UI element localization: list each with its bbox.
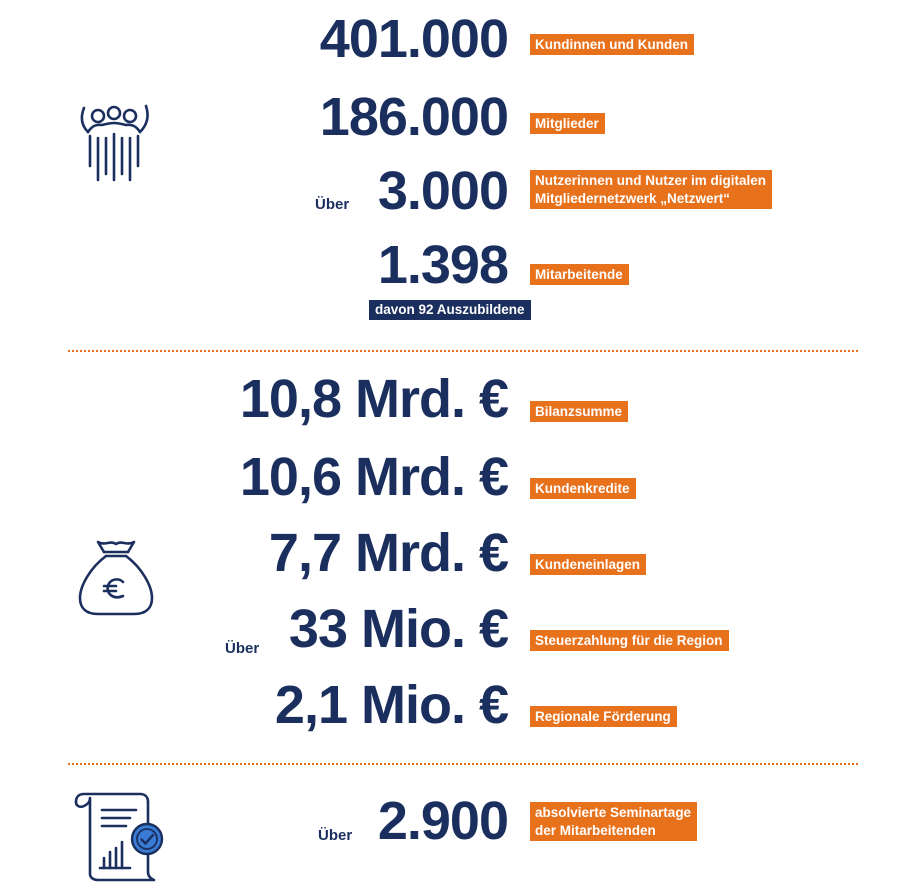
stat-label-line: der Mitarbeitenden [535, 823, 656, 838]
stat-label-line: Nutzerinnen und Nutzer im digitalen [535, 173, 767, 188]
stat-value: 2,1 Mio. € [274, 675, 508, 735]
section-divider [68, 763, 858, 765]
money-bag-euro-icon [76, 538, 156, 618]
stat-value: 33 Mio. € [288, 599, 508, 659]
stat-value: 7,7 Mrd. € [268, 523, 508, 583]
stat-value: 186.000 [319, 87, 508, 147]
stat-prefix: Über [225, 640, 260, 657]
document-chart-check-icon [70, 792, 166, 882]
stat-label [530, 170, 772, 209]
stat-label: Bilanzsumme [530, 401, 628, 422]
stat-value: 2.900 [377, 791, 508, 851]
stat-label: Kundeneinlagen [530, 554, 646, 575]
stat-value: 401.000 [319, 9, 508, 69]
stat-label: Steuerzahlung für die Region [530, 630, 729, 651]
stat-value: 1.398 [377, 235, 508, 295]
stat-label-line: absolvierte Seminartage [535, 805, 692, 820]
stat-prefix: Über [318, 827, 353, 844]
stat-label: Kundinnen und Kunden [530, 34, 694, 55]
section-divider [68, 350, 858, 352]
stat-value: 10,8 Mrd. € [239, 369, 508, 429]
stat-label: Mitglieder [530, 113, 605, 134]
stat-label: Regionale Förderung [530, 706, 677, 727]
stat-prefix: Über [315, 196, 350, 213]
stat-value: 3.000 [377, 161, 508, 221]
stat-label: Kundenkredite [530, 478, 636, 499]
stat-label [530, 802, 697, 841]
stat-value: 10,6 Mrd. € [239, 447, 508, 507]
stat-label: Mitarbeitende [530, 264, 629, 285]
stat-label-line: Mitgliedernetzwerk „Netzwert“ [535, 191, 731, 206]
people-cheering-icon [76, 100, 160, 188]
stat-sublabel: davon 92 Auszubildene [369, 300, 531, 320]
